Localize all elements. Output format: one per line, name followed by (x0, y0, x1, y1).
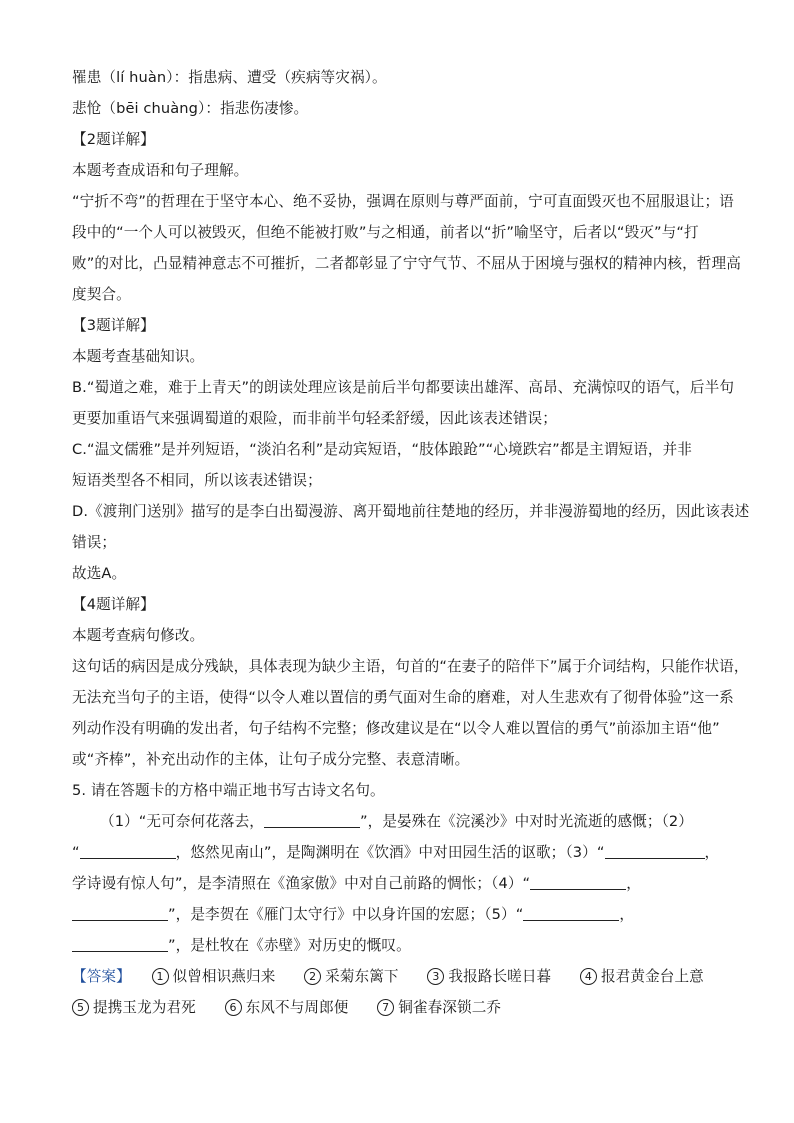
answer-text: 铜雀春深锁二乔 (398, 999, 502, 1016)
fill-blank (523, 904, 619, 921)
answer-number: 4 (580, 968, 597, 985)
fill-blank (72, 904, 168, 921)
answer-line (72, 961, 722, 992)
answer-text: 提携玉龙为君死 (93, 999, 196, 1016)
section-heading: 【4题详解】 (72, 596, 155, 613)
answer-number: 2 (304, 968, 321, 985)
question-line (72, 806, 722, 837)
question-text: ， (704, 844, 720, 861)
answer-number: 6 (225, 999, 242, 1016)
text-line: 罹患（lí huàn）：指患病、遭受（疾病等灾祸）。 (72, 69, 387, 86)
text-line: 本题考查基础知识。 (72, 348, 205, 365)
text-line: “宁折不弯”的哲理在于坚守本心、绝不妥协，强调在原则与尊严面前，宁可直面毁灭也不屈服退让；语 (72, 193, 734, 210)
text-line: 无法充当句子的主语，使得“以令人难以置信的勇气面对生命的磨难，对人生悲欢有了彻骨体验”这一系 (72, 689, 734, 706)
text-line: 更要加重语气来强调蜀道的艰险，而非前半句轻柔舒缓，因此该表述错误； (72, 410, 557, 427)
text-line: 败”的对比，凸显精神意志不可摧折，二者都彰显了宁守气节、不屈从于困境与强权的精神内核，哲理高 (72, 255, 741, 272)
text-line: 段中的“一个人可以被毁灭，但绝不能被打败”与之相通，前者以“折”喻坚守，后者以“毁灭”与“打 (72, 224, 699, 241)
question-text: ”，是杜牧在《赤壁》对历史的慨叹。 (168, 937, 411, 954)
section-heading: 【2题详解】 (72, 131, 155, 148)
question-line (72, 930, 722, 961)
question-text: （1）“无可奈何花落去， (100, 813, 264, 830)
answer-number: 1 (152, 968, 169, 985)
answer-number: 5 (72, 999, 89, 1016)
answer-text: 东风不与周郎便 (245, 999, 349, 1016)
fill-blank (264, 811, 360, 828)
question-title: 5. 请在答题卡的方格中端正地书写古诗文名句。 (72, 782, 385, 799)
answer-item (225, 999, 349, 1016)
fill-blank (72, 935, 168, 952)
answer-item (427, 968, 551, 985)
text-line: C.“温文儒雅”是并列短语，“淡泊名利”是动宾短语，“肢体踉跄”“心境跌宕”都是主谓短语，并非 (72, 441, 692, 458)
answer-tag: 【答案】 (72, 968, 131, 985)
text-line: 故选A。 (72, 565, 127, 582)
fill-blank (80, 842, 176, 859)
question-text: “ (72, 844, 80, 861)
text-line: 本题考查成语和句子理解。 (72, 162, 249, 179)
text-line: 度契合。 (72, 286, 131, 303)
answer-item (580, 968, 704, 985)
question-line (72, 899, 722, 930)
answer-text: 报君黄金台上意 (600, 968, 704, 985)
question-line (72, 868, 722, 899)
text-line: D.《渡荆门送别》描写的是李白出蜀漫游、离开蜀地前往楚地的经历，并非漫游蜀地的经历，因此该表述 (72, 503, 750, 520)
answer-item (152, 968, 276, 985)
fill-blank (605, 842, 705, 859)
text-line: 本题考查病句修改。 (72, 627, 205, 644)
answer-item (377, 999, 501, 1016)
answer-text: 我报路长嗟日暮 (448, 968, 552, 985)
answer-number: 3 (427, 968, 444, 985)
question-text: ”，是李贺在《雁门太守行》中以身许国的宏愿；（5）“ (168, 906, 524, 923)
text-line: 列动作没有明确的发出者，句子结构不完整；修改建议是在“以令人难以置信的勇气”前添加主语“他” (72, 720, 720, 737)
question-text: ， (619, 906, 635, 923)
answer-number: 7 (377, 999, 394, 1016)
text-line: 悲怆（bēi chuàng）：指悲伤凄惨。 (72, 100, 309, 117)
answer-item (72, 999, 196, 1016)
text-line: B.“蜀道之难，难于上青天”的朗读处理应该是前后半句都要读出雄浑、高昂、充满惊叹的语气，后半句 (72, 379, 735, 396)
question-text: ，悠然见南山”，是陶渊明在《饮酒》中对田园生活的讴歌；（3）“ (175, 844, 605, 861)
text-line: 短语类型各不相同，所以该表述错误； (72, 472, 322, 489)
text-line: 错误； (72, 534, 117, 551)
question-text: 学诗谩有惊人句”，是李清照在《渔家傲》中对自己前路的惆怅；（4）“ (72, 875, 531, 892)
question-line (72, 837, 722, 868)
fill-blank (530, 873, 626, 890)
question-text: ”，是晏殊在《浣溪沙》中对时光流逝的感慨；（2） (359, 813, 693, 830)
answer-item (304, 968, 398, 985)
answer-line (72, 992, 722, 1023)
answer-text: 似曾相识燕归来 (172, 968, 276, 985)
text-line: 或“齐棒”，补充出动作的主体，让句子成分完整、表意清晰。 (72, 751, 470, 768)
section-heading: 【3题详解】 (72, 317, 155, 334)
answer-text: 采菊东篱下 (325, 968, 399, 985)
question-text: ， (626, 875, 641, 892)
text-line: 这句话的病因是成分残缺，具体表现为缺少主语，句首的“在妻子的陪伴下”属于介词结构，只能作状语， (72, 658, 749, 675)
document-page (72, 62, 750, 1023)
